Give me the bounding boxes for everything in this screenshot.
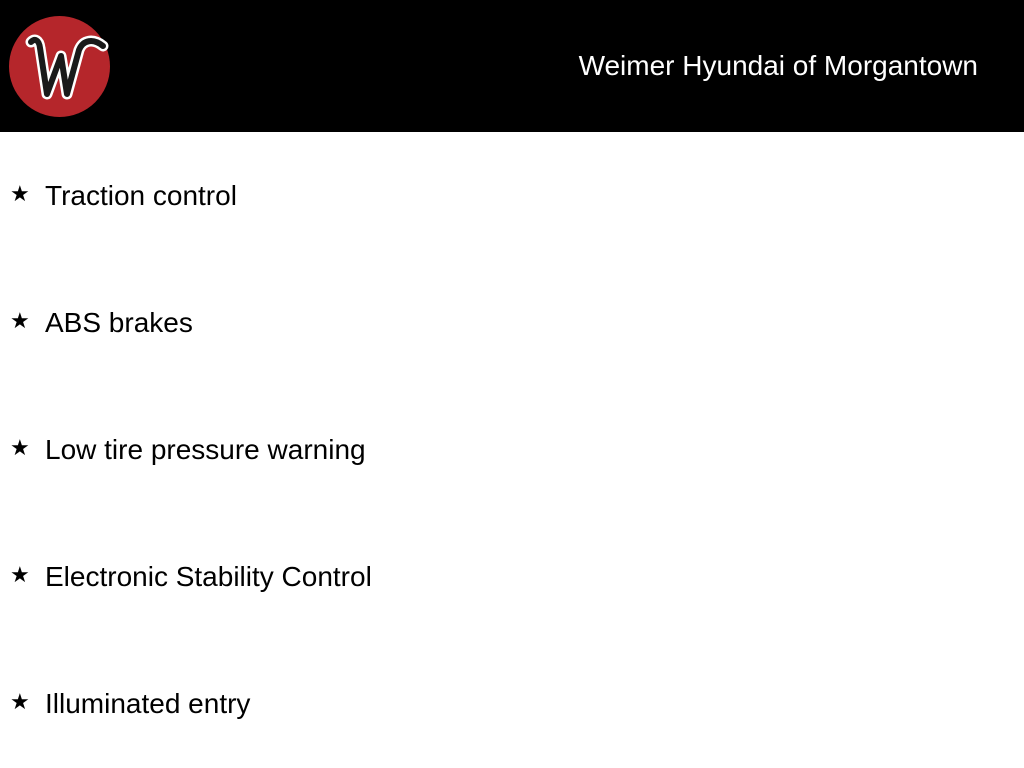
feature-label: Electronic Stability Control	[45, 561, 372, 592]
feature-label: Low tire pressure warning	[45, 434, 366, 465]
list-item	[0, 560, 1024, 600]
feature-label: Traction control	[45, 180, 237, 211]
star-bullet-icon: ★	[10, 308, 30, 333]
star-bullet-icon: ★	[10, 689, 30, 714]
feature-label: Illuminated entry	[45, 688, 251, 719]
dealer-name: Weimer Hyundai of Morgantown	[578, 50, 978, 81]
star-bullet-icon: ★	[10, 562, 30, 587]
star-bullet-icon: ★	[10, 435, 30, 460]
list-item	[0, 687, 1024, 727]
list-item	[0, 306, 1024, 346]
dealer-logo-icon	[9, 16, 110, 117]
star-bullet-icon: ★	[10, 181, 30, 206]
header-bar	[0, 0, 1024, 132]
list-item	[0, 433, 1024, 473]
list-item	[0, 179, 1024, 219]
feature-label: ABS brakes	[45, 307, 193, 338]
